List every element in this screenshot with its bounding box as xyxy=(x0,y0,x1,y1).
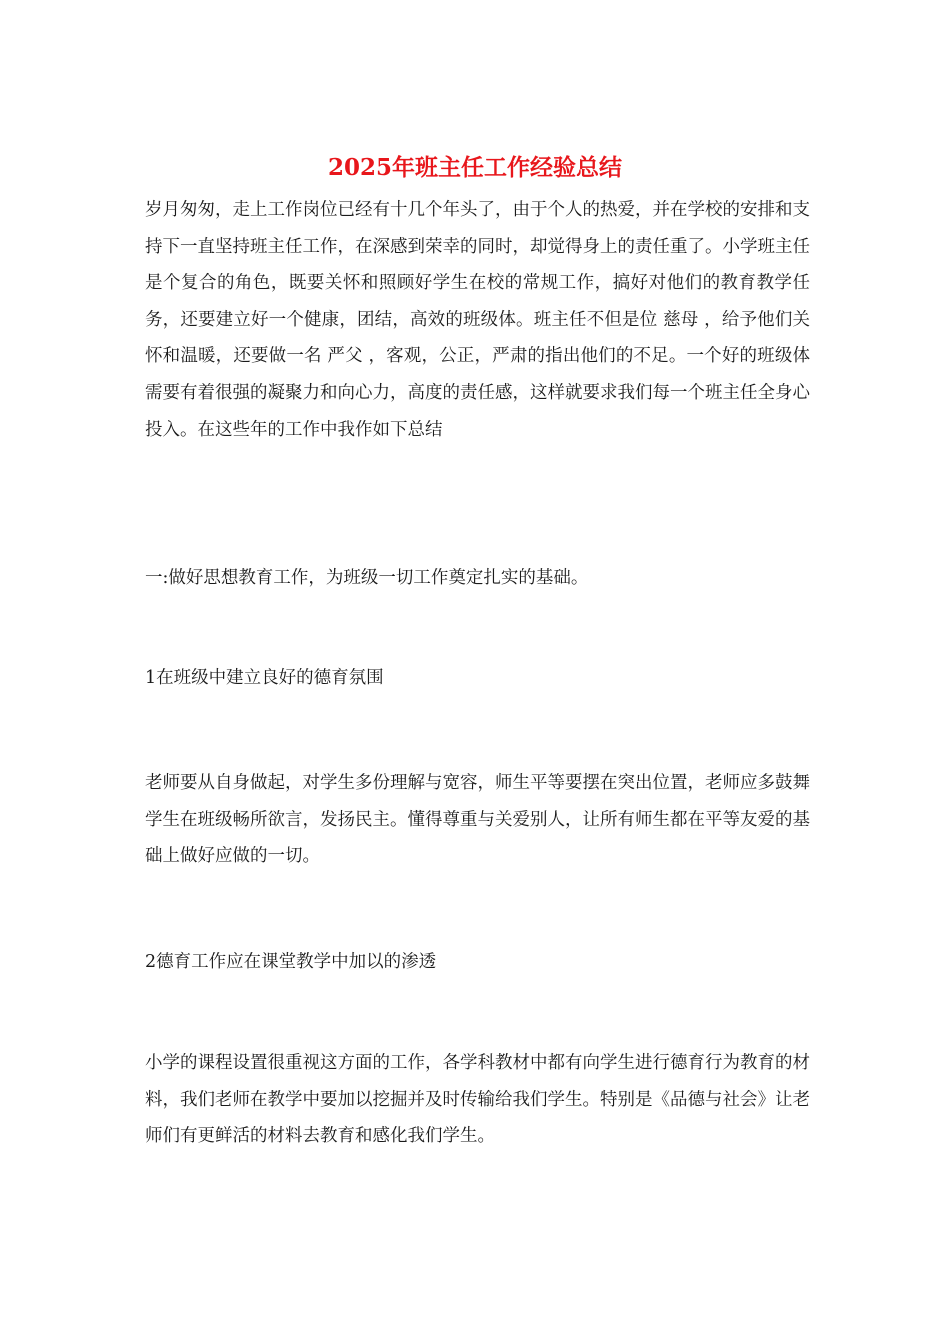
sub2-body: 小学的课程设置很重视这方面的工作，各学科教材中都有向学生进行德育行为教育的材料，我们老师在教学中要加以挖掘并及时传输给我们学生。特别是《品德与社会》让老师们有更鲜活的材料去教育和感化我们学生。 xyxy=(145,1053,810,1147)
document-title: 2025年班主任工作经验总结 xyxy=(327,154,622,181)
section1-heading: 一:做好思想教育工作，为班级一切工作奠定扎实的基础。 xyxy=(145,568,589,588)
sub1-heading: 1在班级中建立良好的德育氛围 xyxy=(145,668,384,688)
intro-paragraph: 岁月匆匆，走上工作岗位已经有十几个年头了，由于个人的热爱，并在学校的安排和支持下一直坚持班主任工作，在深感到荣幸的同时，却觉得身上的责任重了。小学班主任是个复合的角色，既要关怀和照顾好学生在校的常规工作，搞好对他们的教育教学任务，还要建立好一个健康，团结，高效的班级体。班主任不但是位 慈母 ，给予他们关怀和温暖，还要做一名 严父 ，客观，公正，严肃的指出他们的不足。一个好的班级体需要有着很强的凝聚力和向心力，高度的责任感，这样就要求我们每一个班主任全身心投入。在这些年的工作中我作如下总结 xyxy=(145,200,810,440)
sub2-heading: 2德育工作应在课堂教学中加以的渗透 xyxy=(145,952,437,972)
sub1-body: 老师要从自身做起，对学生多份理解与宽容，师生平等要摆在突出位置，老师应多鼓舞学生在班级畅所欲言，发扬民主。懂得尊重与关爱别人，让所有师生都在平等友爱的基础上做好应做的一切。 xyxy=(145,773,810,867)
